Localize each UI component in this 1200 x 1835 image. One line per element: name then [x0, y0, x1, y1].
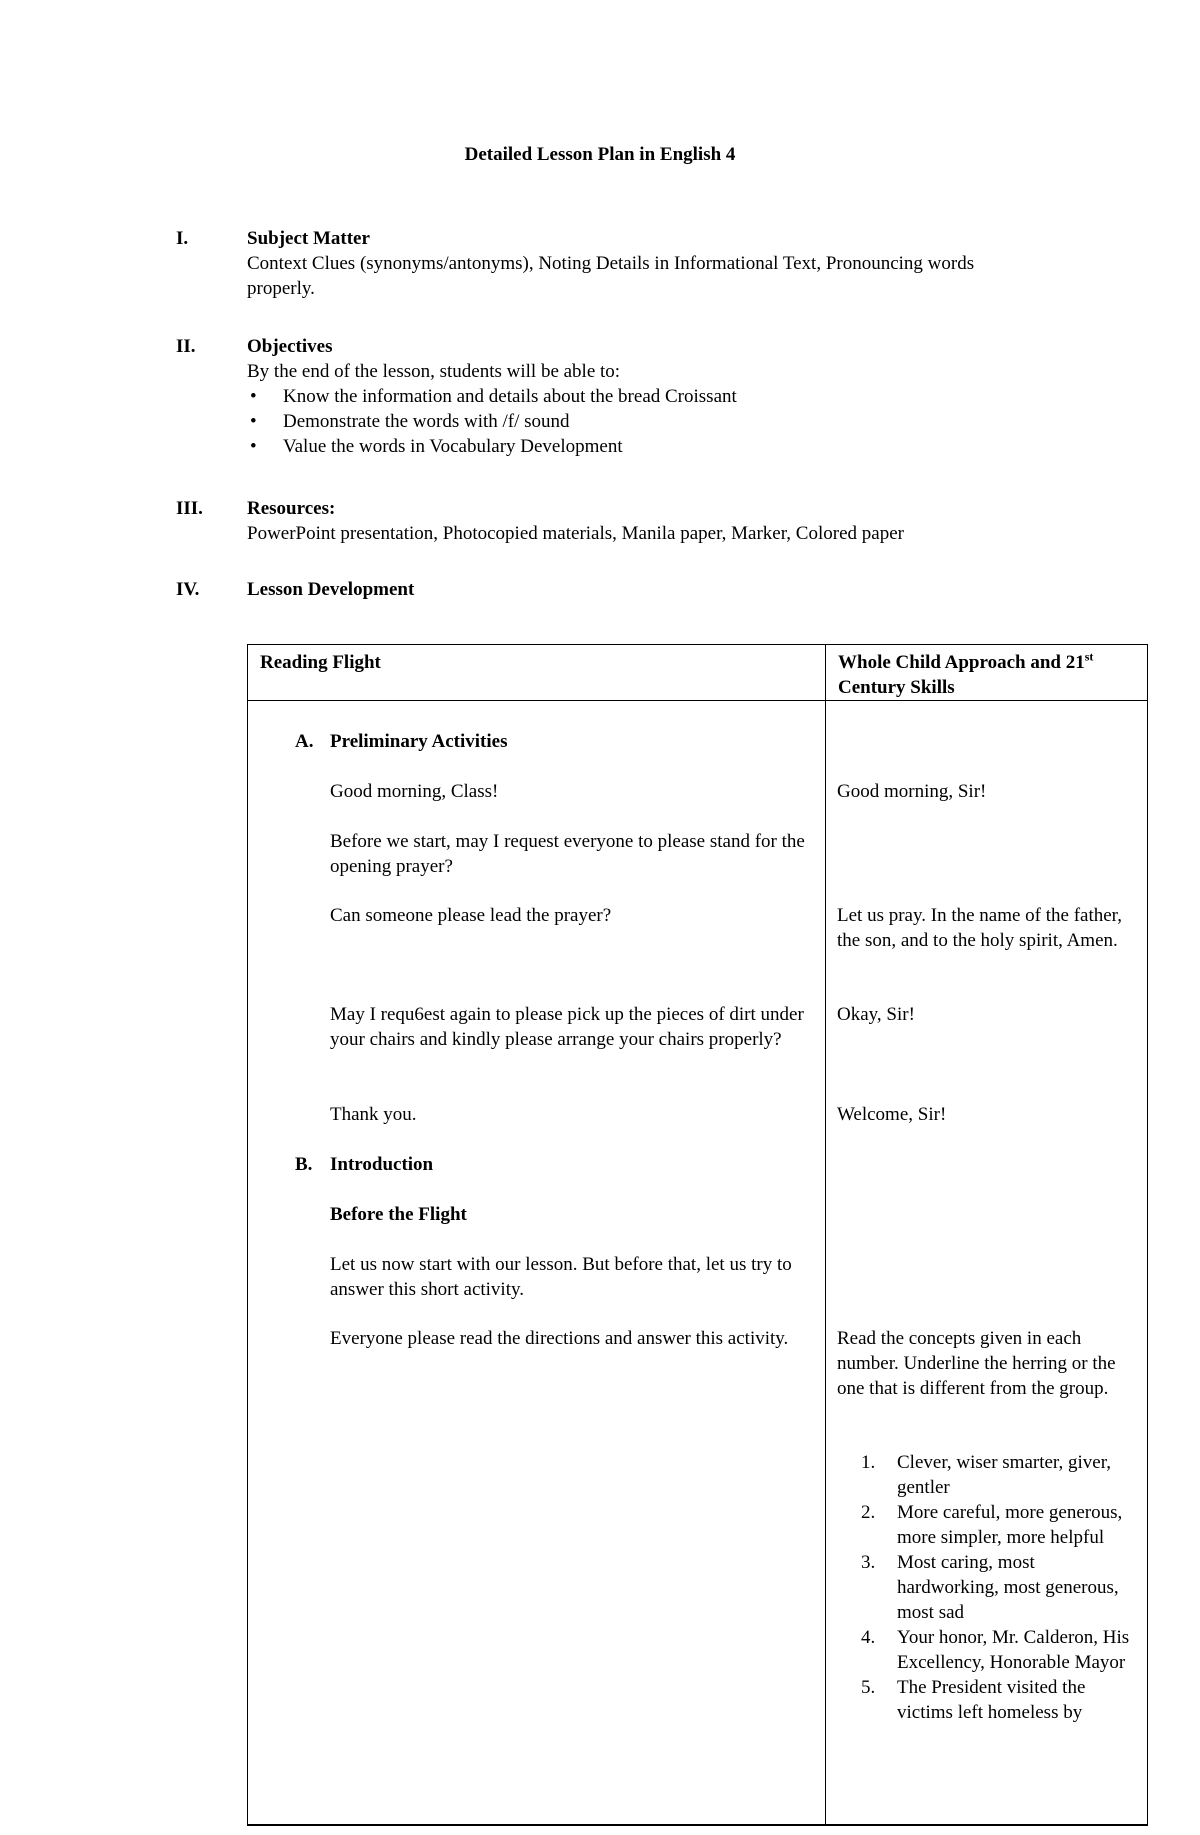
table-row-right: Good morning, Sir!: [837, 781, 987, 802]
section-heading: Objectives: [247, 336, 333, 357]
table-header-whole-child: Whole Child Approach and 21st Century Skills: [826, 645, 1148, 701]
section-heading: Lesson Development: [247, 579, 415, 600]
intro-text: Let us now start with our lesson. But before that, let us try to answer this short activity.: [330, 1254, 792, 1300]
section-number: II.: [176, 336, 196, 357]
before-the-flight-heading: Before the Flight: [330, 1204, 467, 1225]
list-item: 1. Clever, wiser smarter, giver, gentler: [861, 1452, 1112, 1498]
table-row-right: Welcome, Sir!: [837, 1104, 947, 1125]
section-lesson-development: [176, 577, 1036, 602]
table-header-row: [248, 645, 1148, 701]
table-row-left: Thank you.: [330, 1104, 417, 1125]
table-row-right: Let us pray. In the name of the father, the son, and to the holy spirit, Amen.: [837, 905, 1122, 951]
list-item: 2. More careful, more generous, more simpler, more helpful: [861, 1502, 1123, 1548]
section-number: IV.: [176, 579, 200, 600]
intro-text: Everyone please read the directions and answer this activity.: [330, 1328, 789, 1349]
table-row-right: Okay, Sir!: [837, 1004, 915, 1025]
lesson-table: [247, 644, 1148, 1826]
table-body-row: [248, 701, 1148, 1826]
list-item: • Demonstrate the words with /f/ sound: [247, 409, 1036, 434]
section-number: I.: [176, 228, 189, 249]
list-item: 4. Your honor, Mr. Calderon, His Excellency, Honorable Mayor: [861, 1627, 1130, 1673]
table-row-left: Good morning, Class!: [330, 781, 499, 802]
section-resources: [176, 496, 1036, 546]
table-header-reading-flight: Reading Flight: [248, 645, 826, 701]
document-title: Detailed Lesson Plan in English 4: [464, 144, 736, 165]
section-text: By the end of the lesson, students will be able to:: [247, 361, 621, 382]
objectives-list: [247, 384, 1036, 459]
table-row-left: Can someone please lead the prayer?: [330, 905, 612, 926]
section-subject-matter: [176, 226, 1036, 301]
table-row-left: May I requ6est again to please pick up the pieces of dirt under your chairs and kindly please arrange your chairs properly?: [330, 1004, 804, 1050]
section-heading: Resources:: [247, 498, 336, 519]
activity-directions: Read the concepts given in each number. Underline the herring or the one that is different from the group.: [837, 1328, 1116, 1399]
section-text: PowerPoint presentation, Photocopied materials, Manila paper, Marker, Colored paper: [247, 523, 904, 544]
table-row-left: Before we start, may I request everyone to please stand for the opening prayer?: [330, 831, 805, 877]
section-number: III.: [176, 498, 203, 519]
list-item: 3. Most caring, most hardworking, most generous, most sad: [861, 1552, 1119, 1623]
section-text: Context Clues (synonyms/antonyms), Noting Details in Informational Text, Pronouncing words properly.: [247, 253, 975, 299]
reading-flight-cell: A. Preliminary Activities Good morning, Class! Before we start, may I request everyone to please stand for the opening prayer? Can someone please lead the prayer? May I requ6est again to please pick up the pieces of dirt under your chairs and kindly please arrange your chairs properly? Thank you. B. Introduction Before the Flight Let us now start with our lesson. But before that, let us try to answer this short activity. Everyone please read the directions and answer this activity.: [248, 701, 826, 1826]
activity-items: [861, 1450, 1131, 1725]
list-item: 5. The President visited the victims left homeless by: [861, 1677, 1086, 1723]
section-objectives: [176, 334, 1036, 459]
list-item: • Know the information and details about the bread Croissant: [247, 384, 1036, 409]
section-heading: Subject Matter: [247, 228, 370, 249]
whole-child-cell: [826, 701, 1148, 1826]
list-item: • Value the words in Vocabulary Development: [247, 434, 1036, 459]
